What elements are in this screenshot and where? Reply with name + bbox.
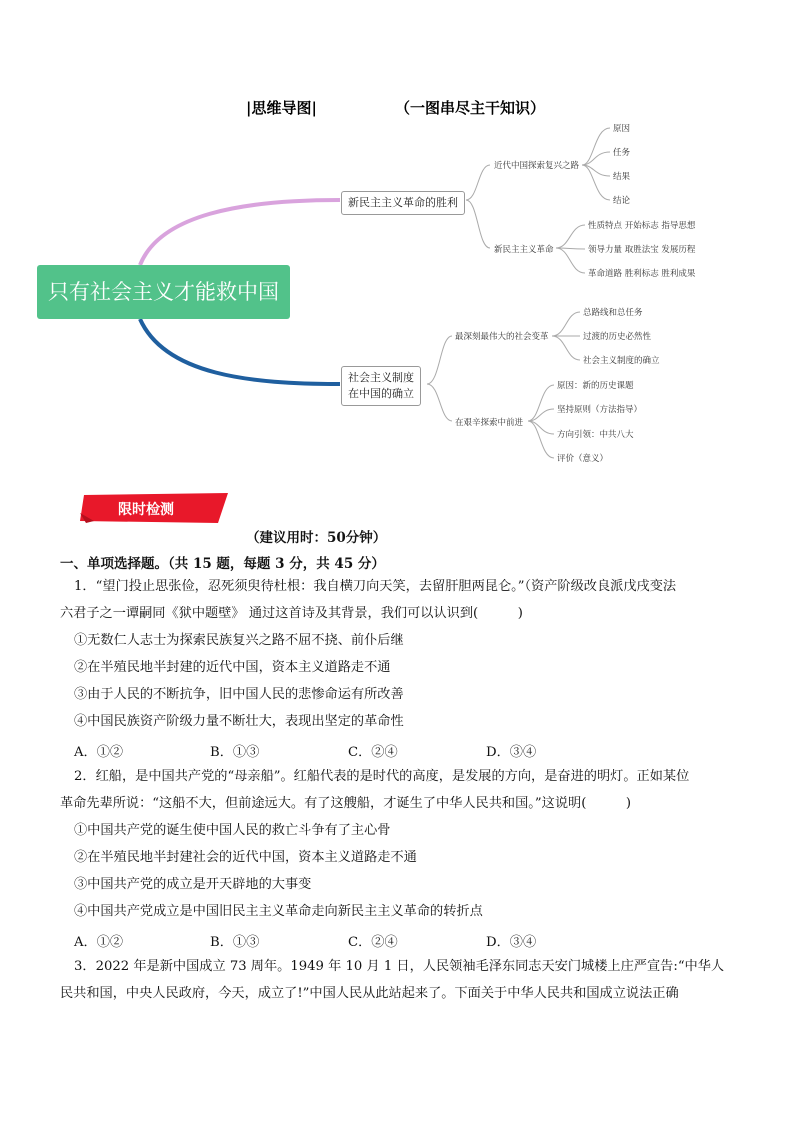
q1-stem-line1: 1．“望门投止思张俭，忍死须臾待杜根：我自横刀向天笑，去留肝胆两昆仑。”（资产阶级改良派戊戌变法 [74,579,677,594]
mindmap-branch-socialist-system [341,366,421,406]
mindmap-header-right: （一图串尽主干知识） [395,99,546,117]
q2-statement-1: ①中国共产党的诞生使中国人民的救亡斗争有了主心骨 [74,823,391,838]
q2-statement-3: ③中国共产党的成立是开天辟地的大事变 [74,877,312,892]
q3-stem-line1: 3．2022 年是新中国成立 73 周年。1949 年 10 月 1 日，人民领袖毛泽东同志天安门城楼上庄严宣告:“中华人 [74,959,725,974]
q1-statement-3: ③由于人民的不断抗争，旧中国人民的悲惨命运有所改善 [74,687,404,702]
time-hint: （建议用时：50分钟） [246,530,387,546]
mindmap-node: 结论 [613,196,631,206]
section-title: 一、单项选择题。（共 15 题，每题 3 分，共 45 分） [60,556,385,572]
q1-statement-4: ④中国民族资产阶级力量不断壮大，表现出坚定的革命性 [74,714,404,729]
q2-statement-2: ②在半殖民地半封建社会的近代中国，资本主义道路走不通 [74,850,417,865]
q1-option-c[interactable]: C．②④ [348,745,398,760]
q2-stem-line1: 2．红船，是中国共产党的“母亲船”。红船代表的是时代的高度，是发展的方向，是奋进的明灯。正如某位 [74,769,690,784]
mindmap-node: 坚持原则（方法指导） [557,405,643,415]
q1-statement-1: ①无数仁人志士为探索民族复兴之路不屈不挠、前仆后继 [74,633,404,648]
q2-option-b[interactable]: B．①③ [210,935,260,950]
mindmap-node: 在艰辛探索中前进 [455,418,524,428]
q3-stem-line2: 民共和国，中央人民政府，今天，成立了!”中国人民从此站起来了。下面关于中华人民共和国成立说法正确 [60,986,679,1001]
mindmap-header-left: |思维导图| [246,99,317,117]
mindmap-node: 性质特点 开始标志 指导思想 [588,221,696,231]
q2-option-a[interactable]: A．①② [74,935,124,950]
mindmap-node: 原因：新的历史课题 [557,381,634,391]
q2-option-d[interactable]: D．③④ [486,935,537,950]
mindmap-node: 革命道路 胜利标志 胜利成果 [588,269,696,279]
mindmap-node: 任务 [613,148,631,158]
mindmap-central-topic: 只有社会主义才能救中国 [37,265,290,319]
mindmap-node: 方向引领：中共八大 [557,430,634,440]
mindmap-node: 近代中国探索复兴之路 [494,161,580,171]
mindmap-node: 评价（意义） [557,454,609,464]
mindmap-node: 新民主主义革命 [494,245,554,255]
mindmap-branch-new-democratic-revolution: 新民主主义革命的胜利 [341,191,465,215]
mindmap-node: 社会主义制度的确立 [583,356,660,366]
banner-label: 限时检测 [118,502,174,518]
mindmap-node: 过渡的历史必然性 [583,332,652,342]
mindmap-node: 结果 [613,172,631,182]
q2-stem-line2: 革命先辈所说：“这船不大，但前途远大。有了这艘船，才诞生了中华人民共和国。”这说明( ) [60,796,632,811]
q1-statement-2: ②在半殖民地半封建的近代中国，资本主义道路走不通 [74,660,391,675]
mindmap-node: 原因 [613,124,631,134]
mindmap-connectors [0,0,794,480]
mindmap-node: 总路线和总任务 [583,308,643,318]
q1-option-b[interactable]: B．①③ [210,745,260,760]
q1-stem-line2: 六君子之一谭嗣同《狱中题壁》 通过这首诗及其背景，我们可以认识到( ) [60,606,523,621]
q2-option-c[interactable]: C．②④ [348,935,398,950]
mindmap-node: 领导力量 取胜法宝 发展历程 [588,245,696,255]
q2-statement-4: ④中国共产党成立是中国旧民主主义革命走向新民主主义革命的转折点 [74,904,483,919]
branch2-label-line1: 社会主义制度 [348,371,414,384]
branch2-label-line2: 在中国的确立 [348,387,414,400]
mindmap-node: 最深刻最伟大的社会变革 [455,332,549,342]
q1-option-d[interactable]: D．③④ [486,745,537,760]
q1-option-a[interactable]: A．①② [74,745,124,760]
